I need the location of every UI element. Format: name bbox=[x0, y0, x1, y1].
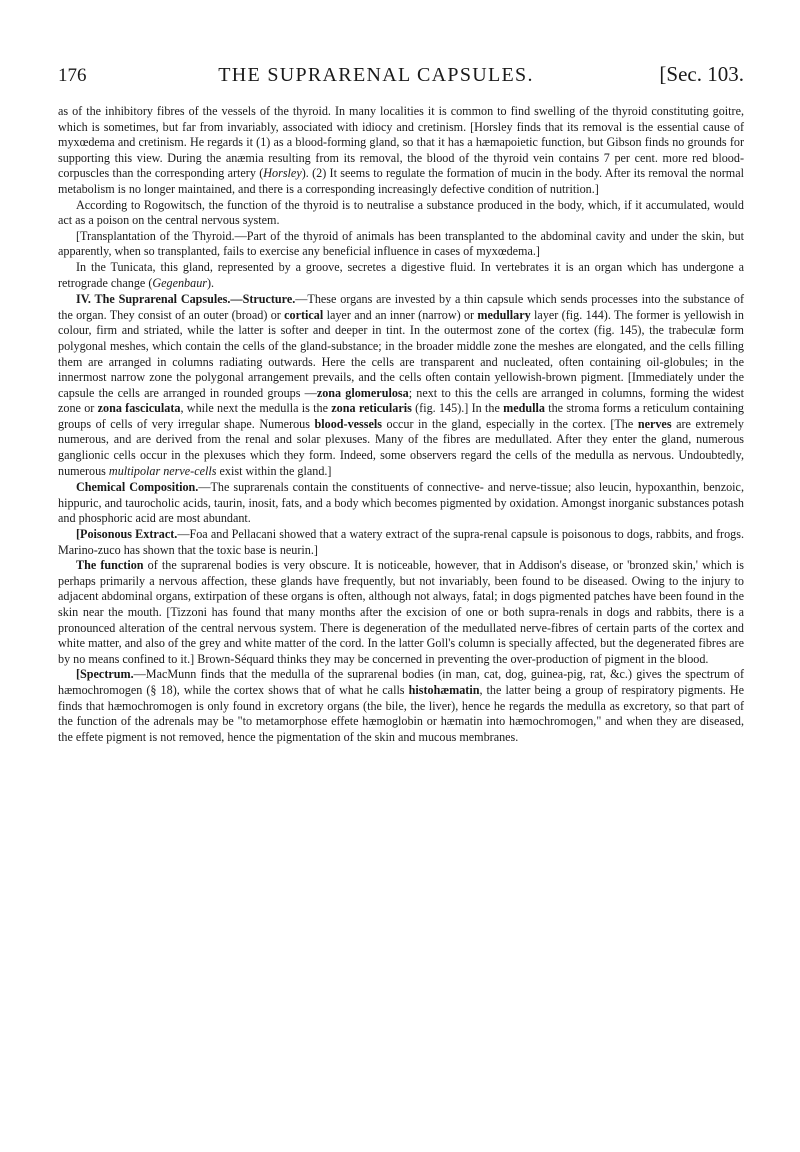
text-run: are extremely numerous, and are derived from the renal and solar plexuses. Many of the fibres are medullated. After they enter the gland, numerous ganglionic cells occur in the plexuses which they form. Indeed, some observers regard the cells of the medulla as nervous. Undoubtedly, numerous bbox=[58, 416, 744, 478]
paragraph-function bbox=[58, 558, 744, 667]
paragraph-structure bbox=[58, 292, 744, 479]
page-header bbox=[58, 62, 744, 92]
text-run: In the Tunicata, this gland, represented by a groove, secretes a digestive fluid. In vertebrates it is an organ which has undergone a retrograde change ( bbox=[58, 259, 744, 290]
text-run: —These organs are invested by a thin capsule which sends processes into the substance of the organ. They consist of an outer (broad) or bbox=[58, 292, 744, 322]
bold-term: zona fasciculata bbox=[97, 401, 181, 416]
page-body bbox=[58, 104, 744, 745]
text-run: (fig. 145).] In the bbox=[411, 401, 504, 416]
bold-term: medulla bbox=[503, 401, 545, 416]
text-run: According to Rogowitsch, the function of the thyroid is to neutralise a substance produced in the body, which, if it accumulated, would act as a poison on the central nervous system. bbox=[58, 197, 744, 228]
bold-term: blood-vessels bbox=[314, 416, 382, 431]
bold-term: The function bbox=[76, 558, 144, 573]
text-run: occur in the gland, especially in the cortex. [The bbox=[382, 416, 638, 431]
text-run: the stroma forms a reticulum containing groups of cells of very irregular shape. Numerous bbox=[58, 401, 744, 431]
page-number: 176 bbox=[58, 65, 87, 86]
text-run: , while next the medulla is the bbox=[180, 401, 332, 416]
bold-term: Chemical Composition. bbox=[76, 480, 199, 495]
bold-term: [Poisonous Extract. bbox=[76, 527, 178, 542]
running-title: THE SUPRARENAL CAPSULES. bbox=[218, 64, 534, 86]
text-run: [Transplantation of the Thyroid.—Part of the thyroid of animals has been transplanted to the abdominal cavity and under the skin, but apparently, when so transplanted, fails to exercise any beneficial influence in cases of myxœdema.] bbox=[58, 228, 744, 259]
text-run: —MacMunn finds that the medulla of the suprarenal bodies (in man, cat, dog, guinea-pig, rat, &c.) gives the spectrum of hæmochromogen (§ 18), while the cortex shows that of what he calls bbox=[58, 667, 744, 697]
paragraph-poisonous bbox=[58, 527, 744, 558]
text-run: , the latter being a group of respiratory pigments. He finds that hæmochromogen is only found in excretory organs (the bile, the liver), hence he regards the medulla as excretory, so that part of the function of the adrenals may be "to metamorphose effete hæmoglobin or hæmatin into hæmochromogen," and when they are diseased, the effete pigment is not removed, hence the pigmentation of the skin and mucous membranes. bbox=[58, 682, 744, 744]
italic-term: multipolar nerve-cells bbox=[108, 463, 217, 478]
section-label: [Sec. 103. bbox=[659, 62, 744, 86]
text-run: exist within the gland.] bbox=[216, 463, 332, 478]
paragraph-rogowitsch bbox=[58, 198, 744, 229]
text-run: layer and an inner (narrow) or bbox=[323, 307, 478, 322]
bold-term: IV. The Suprarenal Capsules.—Structure. bbox=[76, 292, 296, 307]
bold-term: cortical bbox=[284, 307, 324, 322]
paragraph-thyroid-nerves bbox=[58, 104, 744, 198]
bold-term: nerves bbox=[637, 416, 672, 431]
bold-term: medullary bbox=[477, 307, 531, 322]
text-run: of the suprarenal bodies is very obscure. It is noticeable, however, that in Addison's disease, or 'bronzed skin,' which is perhaps primarily a nervous affection, these glands have frequently, but not invariably, been found to be diseased. Owing to the injury to adjacent abdominal organs, extirpation of these organs is often, although not always, fatal; in dogs pigmented patches have been found in the skin near the mouth. [Tizzoni has found that many months after the excision of one or both supra-renals in dogs and rabbits, there is a pronounced alteration of the central nervous system. There is degeneration of the medullated nerve-fibres of certain parts of the cortex and white matter, and also of the grey and white matter of the cord. In the latter Goll's column is specially affected, but the degenerated fibres are by no means confined to it.] Brown-Séquard thinks they may be concerned in preventing the over-production of pigment in the blood. bbox=[58, 558, 744, 666]
paragraph-transplantation bbox=[58, 229, 744, 260]
text-run: as of the inhibitory fibres of the vessels of the thyroid. In many localities it is common to find swelling of the thyroid constituting goitre, which is sometimes, but far from invariably, associated with idiocy and cretinism. [Horsley finds that its removal is the essential cause of myxœdema and cretinism. He regards it (1) as a blood-forming gland, so that it has a hæmapoietic function, but Gibson finds no grounds for supporting this view. During the anæmia resulting from its removal, the blood of the thyroid vein contains 7 per cent. more red blood-corpuscles than the corresponding artery ( bbox=[58, 104, 744, 181]
paragraph-tunicata bbox=[58, 260, 744, 291]
bold-term: histohæmatin bbox=[408, 682, 480, 697]
text-run: ). bbox=[207, 275, 215, 290]
text-run: —The suprarenals contain the constituents of connective- and nerve-tissue; also leucin, hypoxanthin, benzoic, hippuric, and taurocholic acids, taurin, inosit, fats, and a body which becomes pigmented by oxidation. Amongst inorganic substances potash and phosphoric acid are most abundant. bbox=[58, 480, 744, 526]
text-run: —Foa and Pellacani showed that a watery extract of the supra-renal capsule is poisonous to dogs, rabbits, and frogs. Marino-zuco has shown that the toxic base is neurin.] bbox=[58, 527, 745, 557]
paragraph-chemical bbox=[58, 480, 744, 527]
text-run: ; next to this the cells are arranged in columns, forming the widest zone or bbox=[58, 385, 745, 416]
paragraph-spectrum bbox=[58, 667, 744, 745]
text-run: ). (2) It seems to regulate the formation of mucin in the body. After its removal the normal metabolism is no longer maintained, and there is a corresponding increasingly defective condition of nutrition.] bbox=[58, 166, 744, 196]
italic-term: Gegenbaur bbox=[152, 275, 207, 290]
bold-term: zona reticularis bbox=[331, 401, 412, 416]
bold-term: [Spectrum. bbox=[76, 667, 134, 682]
bold-term: zona glomerulosa bbox=[316, 385, 409, 400]
italic-term: Horsley bbox=[263, 166, 302, 181]
text-run: layer (fig. 144). The former is yellowish in colour, firm and striated, while the latter is softer and deeper in tint. In the outermost zone of the cortex (fig. 145), the trabeculæ form polygonal meshes, which contain the cells of the gland-substance; in the broader middle zone the meshes are elongated, and the cells filling them are arranged in columns radiating outwards. Here the cells are transparent and nucleated, often containing oil-globules; in the innermost narrow zone the polygonal arrangement prevails, and the cells often contain yellowish-brown pigment. [Immediately under the capsule the cells are arranged in rounded groups — bbox=[58, 307, 744, 400]
